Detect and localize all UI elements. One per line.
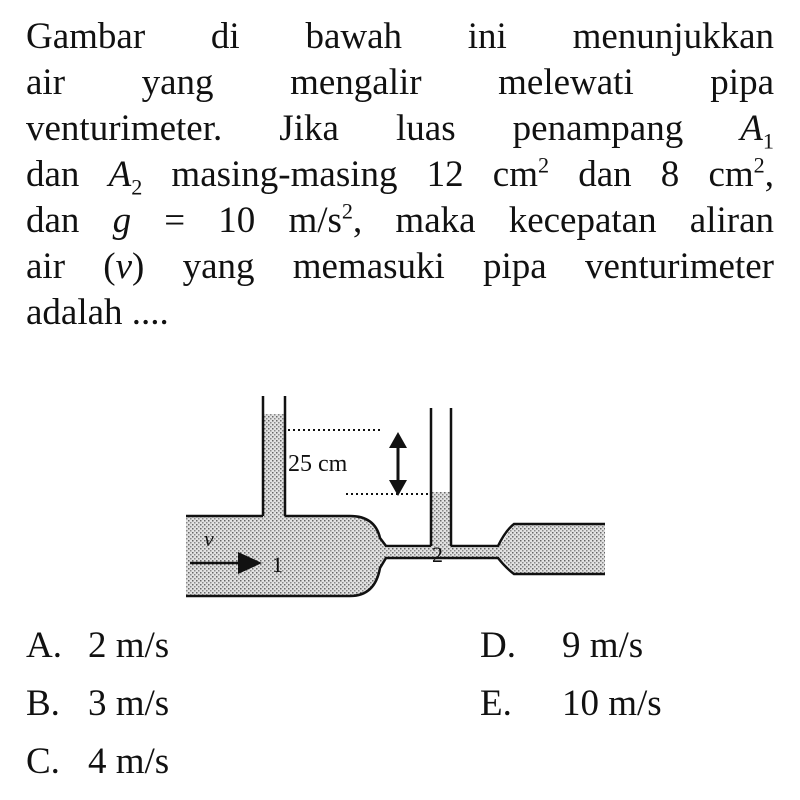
question-line-1: Gambar di bawah ini menunjukkan (26, 16, 774, 57)
point-1-label: 1 (272, 552, 283, 577)
point-2-label: 2 (432, 542, 443, 567)
left-column-water (263, 414, 285, 518)
option-a-value: 2 m/s (88, 625, 170, 666)
option-b-value: 3 m/s (88, 683, 170, 724)
venturimeter-diagram (180, 388, 620, 608)
question-line-6: air (v) yang memasuki pipa venturimeter (26, 246, 774, 287)
option-a[interactable] (26, 626, 169, 666)
question-line-3: venturimeter. Jika luas penampang $A_1$ (26, 108, 774, 154)
velocity-label: v (204, 526, 214, 551)
question-line-2: air yang mengalir melewati pipa (26, 62, 774, 103)
height-label: 25 cm (288, 451, 348, 477)
question-line-7: adalah .... (26, 292, 169, 333)
option-b-key: B. (26, 683, 60, 724)
option-c-key: C. (26, 741, 60, 782)
option-e[interactable] (480, 684, 662, 724)
option-d-value: 9 m/s (562, 625, 644, 666)
option-b[interactable] (26, 684, 169, 724)
option-c-value: 4 m/s (88, 741, 170, 782)
water-fill (186, 516, 605, 596)
option-e-key: E. (480, 683, 512, 724)
option-c[interactable] (26, 742, 169, 782)
option-d-key: D. (480, 625, 516, 666)
question-line-4: dan $A_2$ masing-masing 12 $cm^2$ dan 8 $cm^2$, (26, 152, 774, 200)
question-text (26, 14, 774, 336)
question-line-5: dan g = 10 $m/s^2$, maka kecepatan aliran (26, 198, 774, 241)
option-d[interactable] (480, 626, 643, 666)
height-double-arrow (389, 432, 407, 496)
option-a-key: A. (26, 625, 62, 666)
option-e-value: 10 m/s (562, 683, 662, 724)
